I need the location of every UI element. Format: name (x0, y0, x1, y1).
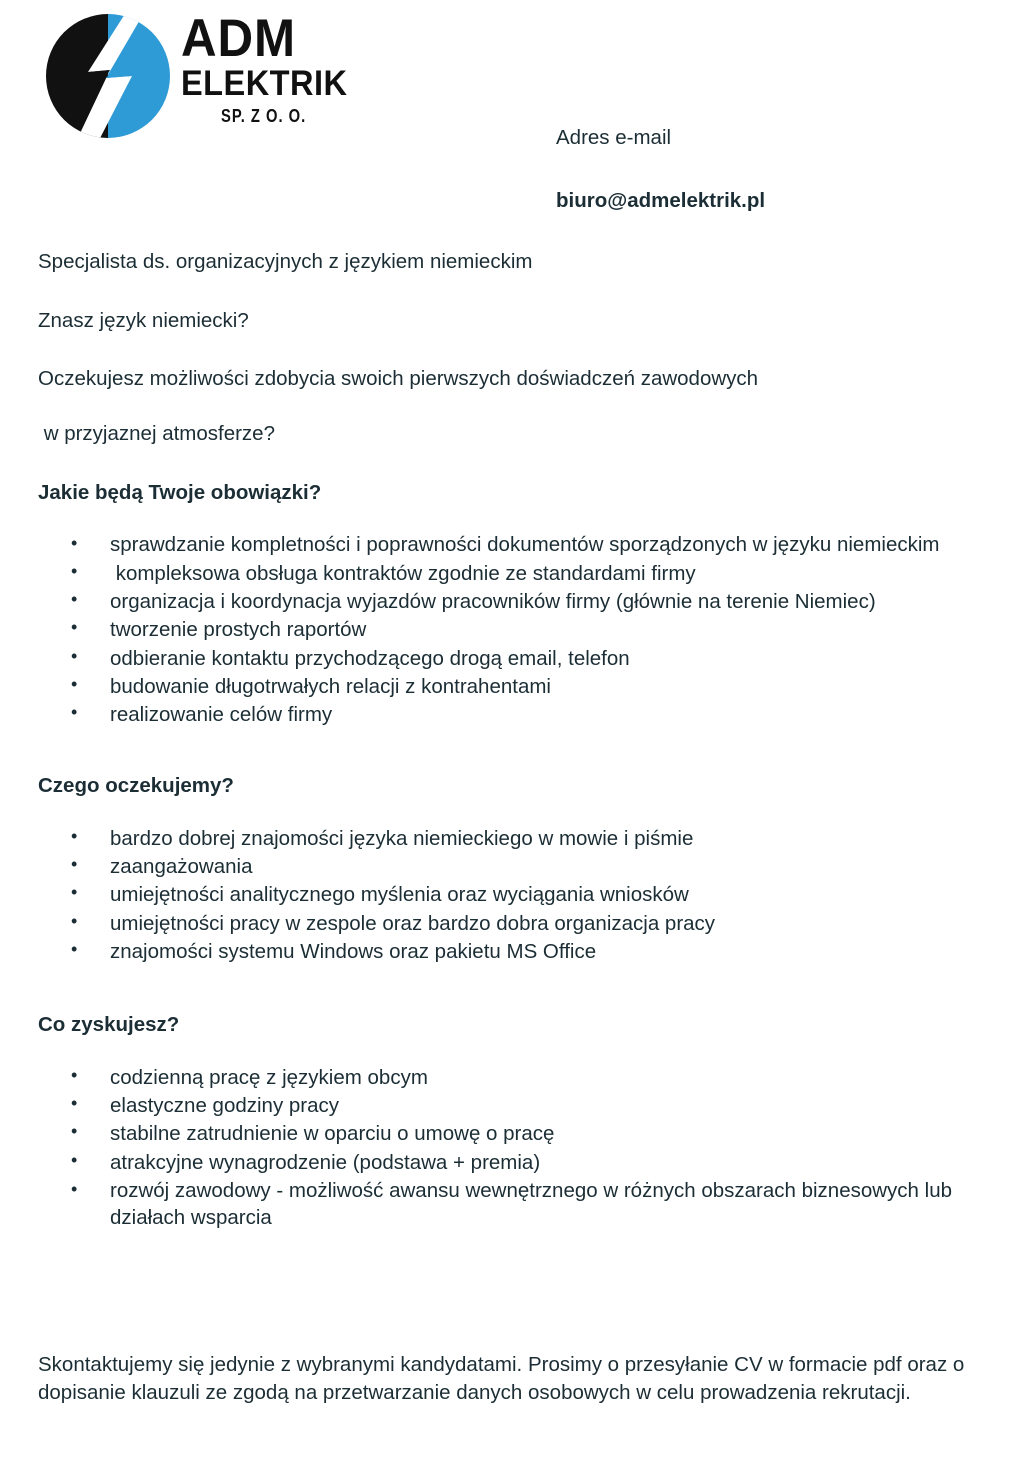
lightning-circle-logo-icon (44, 12, 172, 140)
benefits-list (38, 1064, 978, 1232)
intro-question-2: Oczekujesz możliwości zdobycia swoich pierwszych doświadczeń zawodowych (38, 367, 759, 391)
list-item: • umiejętności pracy w zespole oraz bardzo dobra organizacja pracy (38, 910, 978, 937)
footer-disclaimer: Skontaktujemy się jedynie z wybranymi kandydatami. Prosimy o przesyłanie CV w formacie pdf oraz o dopisanie klauzuli ze zgodą na przetwarzanie danych osobowych w celu prowadzenia rekrutacji. (38, 1353, 965, 1405)
requirements-list (38, 825, 978, 965)
list-item: • atrakcyjne wynagrodzenie (podstawa + premia) (38, 1149, 978, 1176)
section-heading-benefits: Co zyskujesz? (38, 1013, 180, 1037)
document-body (38, 249, 978, 1233)
intro-question-1: Znasz język niemiecki? (38, 308, 249, 332)
intro-question-3: w przyjaznej atmosferze? (38, 421, 275, 445)
list-item: • umiejętności analitycznego myślenia oraz wyciągania wniosków (38, 881, 978, 908)
contact-label: Adres e-mail (556, 126, 672, 149)
list-item: • odbieranie kontaktu przychodzącego drogą email, telefon (38, 645, 978, 672)
list-item: • sprawdzanie kompletności i poprawności dokumentów sporządzonych w języku niemieckim (38, 531, 978, 559)
list-item: • realizowanie celów firmy (38, 701, 978, 728)
list-item: • znajomości systemu Windows oraz pakietu MS Office (38, 938, 978, 965)
list-item: • tworzenie prostych raportów (38, 616, 978, 643)
job-title: Specjalista ds. organizacyjnych z językiem niemieckim (38, 250, 533, 273)
duties-list (38, 531, 978, 728)
logo-line-adm: ADM (181, 9, 297, 68)
list-item: • zaangażowania (38, 853, 978, 880)
list-item: • bardzo dobrej znajomości języka niemieckiego w mowie i piśmie (38, 825, 978, 852)
contact-email[interactable]: biuro@admelektrik.pl (556, 189, 766, 212)
list-item: • kompleksowa obsługa kontraktów zgodnie ze standardami firmy (38, 560, 978, 587)
list-item: • elastyczne godziny pracy (38, 1092, 978, 1119)
company-logo (44, 8, 364, 148)
logo-line-legal-form: SP. Z O. O. (221, 106, 307, 127)
section-heading-requirements: Czego oczekujemy? (38, 774, 234, 798)
list-item: • organizacja i koordynacja wyjazdów pracowników firmy (głównie na terenie Niemiec) (38, 588, 978, 615)
list-item: • rozwój zawodowy - możliwość awansu wewnętrznego w różnych obszarach biznesowych lub działach wsparcia (38, 1177, 978, 1232)
logo-wordmark (181, 9, 361, 127)
list-item: • budowanie długotrwałych relacji z kontrahentami (38, 673, 978, 700)
list-item: • stabilne zatrudnienie w oparciu o umowę o pracę (38, 1120, 978, 1147)
list-item: • codzienną pracę z językiem obcym (38, 1064, 978, 1091)
section-heading-duties: Jakie będą Twoje obowiązki? (38, 480, 322, 504)
spacer (38, 966, 978, 1012)
logo-line-elektrik: ELEKTRIK (181, 64, 348, 104)
spacer (38, 729, 978, 773)
